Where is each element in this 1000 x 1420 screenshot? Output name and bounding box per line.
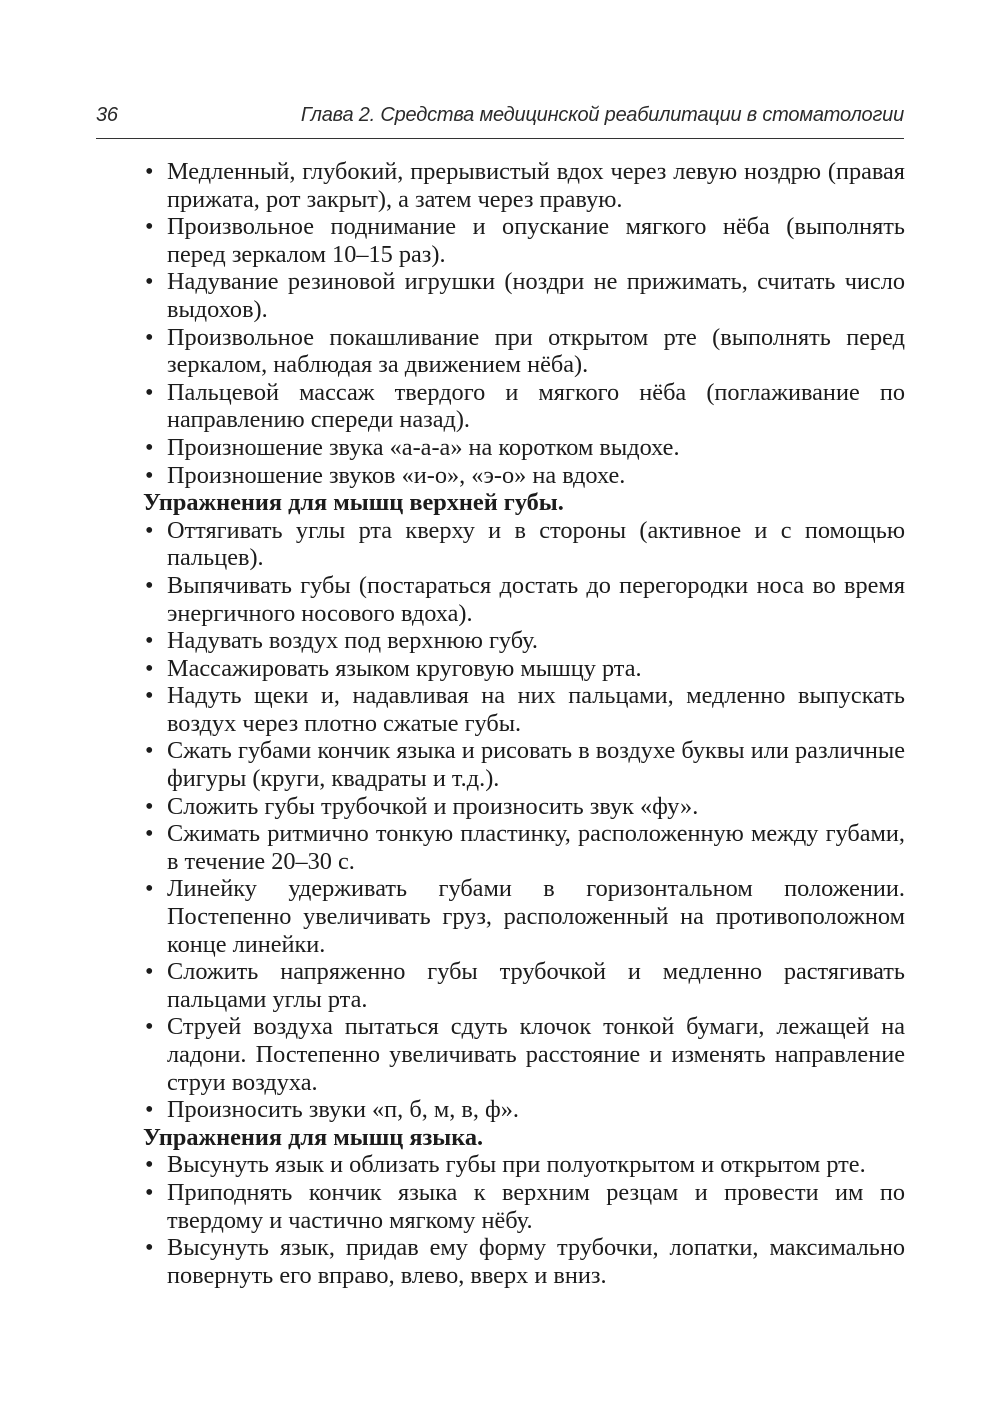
list-item: • Надувание резиновой игрушки (ноздри не прижимать, считать число выдохов). xyxy=(143,268,905,323)
chapter-title: Глава 2. Средства медицинской реабилитации в стоматологии xyxy=(300,104,904,126)
running-head xyxy=(96,100,904,134)
list-item: • Сложить губы трубочкой и произносить звук «фу». xyxy=(143,793,905,821)
section-heading-tongue: Упражнения для мышц языка. xyxy=(143,1123,484,1151)
list-item: • Произносить звуки «п, б, м, в, ф». xyxy=(143,1096,905,1124)
section-heading-upper-lip: Упражнения для мышц верхней губы. xyxy=(143,489,564,517)
list-item: • Линейку удерживать губами в горизонтальном положении. Постепенно увеличивать груз, расположенный на противоположном конце линейки. xyxy=(143,875,905,958)
list-item: • Сжимать ритмично тонкую пластинку, расположенную между губами, в течение 20–30 с. xyxy=(143,820,905,875)
list-item: • Сложить напряженно губы трубочкой и медленно растягивать пальцами углы рта. xyxy=(143,958,905,1013)
list-item: • Сжать губами кончик языка и рисовать в воздухе буквы или различные фигуры (круги, квадраты и т.д.). xyxy=(143,737,905,792)
header-rule xyxy=(96,138,904,139)
list-item: • Оттягивать углы рта кверху и в стороны (активное и с помощью пальцев). xyxy=(143,517,905,572)
list-item: • Произношение звука «а-а-а» на коротком выдохе. xyxy=(143,434,905,462)
page-body xyxy=(143,158,905,1289)
tongue-exercise-list xyxy=(143,1151,905,1289)
list-item: • Надувать воздух под верхнюю губу. xyxy=(143,627,905,655)
list-item: • Массажировать языком круговую мышцу рта. xyxy=(143,655,905,683)
list-item: • Произношение звуков «и-о», «э-о» на вдохе. xyxy=(143,462,905,490)
intro-exercise-list xyxy=(143,158,905,489)
list-item: • Произвольное покашливание при открытом рте (выполнять перед зеркалом, наблюдая за движением нёба). xyxy=(143,324,905,379)
list-item: • Произвольное поднимание и опускание мягкого нёба (выполнять перед зеркалом 10–15 раз). xyxy=(143,213,905,268)
list-item: • Надуть щеки и, надавливая на них пальцами, медленно выпускать воздух через плотно сжатые губы. xyxy=(143,682,905,737)
list-item: • Высунуть язык, придав ему форму трубочки, лопатки, максимально повернуть его вправо, влево, вверх и вниз. xyxy=(143,1234,905,1289)
list-item: • Медленный, глубокий, прерывистый вдох через левую ноздрю (правая прижата, рот закрыт), а затем через правую. xyxy=(143,158,905,213)
list-item: • Пальцевой массаж твердого и мягкого нёба (поглаживание по направлению спереди назад). xyxy=(143,379,905,434)
list-item: • Приподнять кончик языка к верхним резцам и провести им по твердому и частично мягкому нёбу. xyxy=(143,1179,905,1234)
list-item: • Струей воздуха пытаться сдуть клочок тонкой бумаги, лежащей на ладони. Постепенно увеличивать расстояние и изменять направление струи воздуха. xyxy=(143,1013,905,1096)
upper-lip-exercise-list xyxy=(143,517,905,1124)
list-item: • Высунуть язык и облизать губы при полуоткрытом и открытом рте. xyxy=(143,1151,905,1179)
page-number: 36 xyxy=(96,104,118,126)
list-item: • Выпячивать губы (постараться достать до перегородки носа во время энергичного носового вдоха). xyxy=(143,572,905,627)
